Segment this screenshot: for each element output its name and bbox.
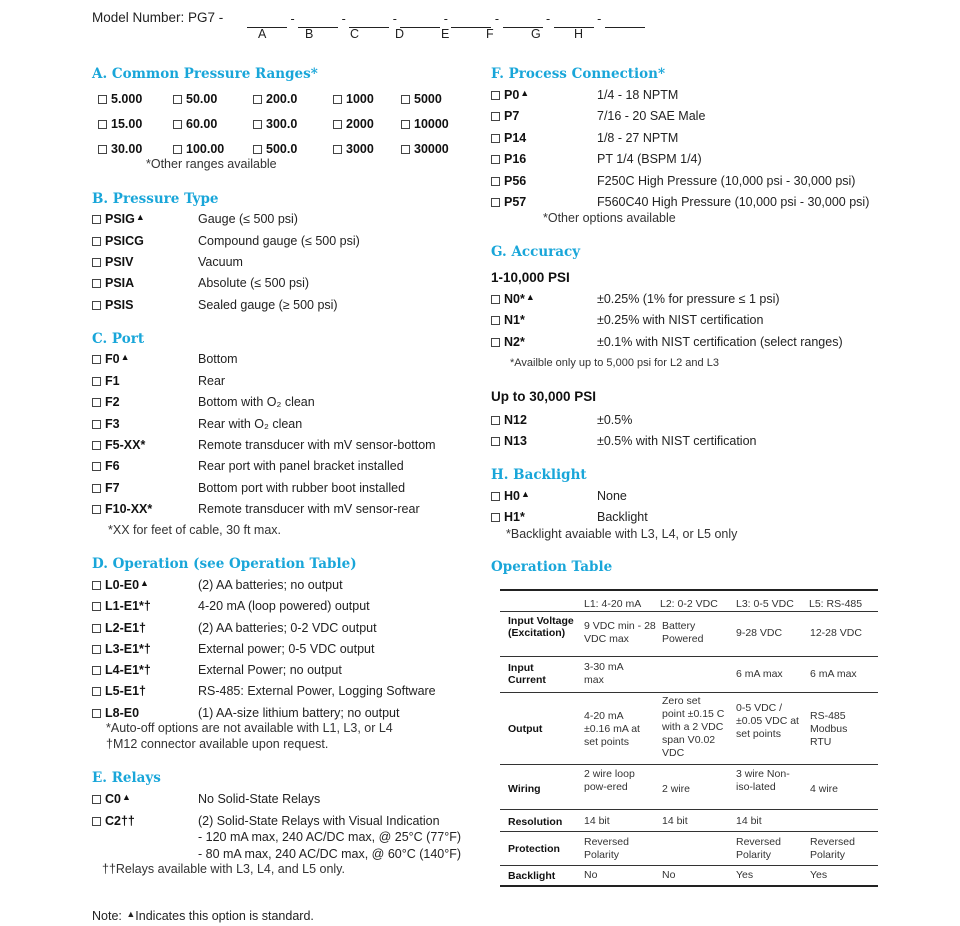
option-code[interactable]: F6 — [92, 459, 120, 473]
footer-label: Note: — [92, 909, 122, 923]
table-rule — [500, 764, 878, 765]
checkbox[interactable] — [491, 134, 500, 143]
option-desc: ±0.1% with NIST certification (select ranges) — [597, 335, 843, 349]
option-desc: F250C High Pressure (10,000 psi - 30,000 psi) — [597, 174, 856, 188]
checkbox[interactable] — [98, 120, 107, 129]
option-desc: Sealed gauge (≥ 500 psi) — [198, 298, 338, 312]
checkbox[interactable] — [491, 91, 500, 100]
table-rule — [500, 885, 878, 887]
section-f-title: F. Process Connection* — [491, 66, 666, 82]
option-code[interactable]: PSIG▲ — [92, 212, 145, 226]
option-desc: 1/4 - 18 NPTM — [597, 88, 679, 102]
option-code[interactable]: L2-E1† — [92, 621, 146, 635]
table-cell: 6 mA max — [810, 668, 857, 680]
table-cell: RS-485 Modbus RTU — [810, 710, 848, 748]
checkbox[interactable] — [491, 492, 500, 501]
section-f-note: *Other options available — [543, 211, 676, 225]
option-code[interactable]: L5-E1† — [92, 684, 146, 698]
option-desc: 1/8 - 27 NPTM — [597, 131, 679, 145]
letter-g: G — [531, 27, 541, 41]
table-cell: Reversed Polarity — [584, 836, 629, 861]
table-cell: 9 VDC min - 28 VDC max — [584, 620, 656, 645]
checkbox[interactable] — [92, 602, 101, 611]
option-code[interactable]: F0▲ — [92, 352, 130, 366]
checkbox[interactable] — [401, 120, 410, 129]
option-code[interactable]: PSIA — [92, 276, 134, 290]
option-code[interactable]: P7 — [491, 109, 519, 123]
range-option[interactable]: 30000 — [401, 142, 449, 156]
footer-note — [92, 909, 314, 923]
range-option[interactable]: 15.00 — [98, 117, 142, 131]
table-cell: Yes — [736, 869, 754, 881]
option-desc: (2) Solid-State Relays with Visual Indication — [198, 814, 440, 828]
standard-triangle-icon: ▲ — [135, 212, 145, 222]
letter-c: C — [350, 27, 360, 41]
section-h-note: *Backlight avaiable with L3, L4, or L5 only — [506, 527, 738, 541]
standard-triangle-icon: ▲ — [520, 489, 530, 499]
option-code[interactable]: L3-E1*† — [92, 642, 151, 656]
checkbox[interactable] — [491, 198, 500, 207]
range-option[interactable]: 5000 — [401, 92, 442, 106]
option-desc: Bottom with O₂ clean — [198, 395, 315, 409]
checkbox[interactable] — [92, 624, 101, 633]
option-desc: (2) AA batteries; no output — [198, 578, 343, 592]
letter-e: E — [441, 27, 450, 41]
checkbox[interactable] — [491, 177, 500, 186]
option-desc: Backlight — [597, 510, 648, 524]
option-desc: F560C40 High Pressure (10,000 psi - 30,000 psi) — [597, 195, 870, 209]
table-cell: 14 bit — [584, 815, 610, 827]
checkbox[interactable] — [333, 145, 342, 154]
option-desc: Bottom port with rubber boot installed — [198, 481, 406, 495]
checkbox[interactable] — [333, 95, 342, 104]
option-desc: Absolute (≤ 500 psi) — [198, 276, 310, 290]
table-rule — [500, 865, 878, 866]
table-cell: Zero set point ±0.15 C with a 2 VDC span V0.02 VDC — [662, 695, 725, 759]
option-code[interactable]: F5-XX* — [92, 438, 145, 452]
option-desc: ±0.5% with NIST certification — [597, 434, 757, 448]
section-d-note-auto-off: *Auto-off options are not available with L1, L3, or L4 — [106, 721, 393, 735]
range-option[interactable]: 60.00 — [173, 117, 217, 131]
option-desc: ±0.25% with NIST certification — [597, 313, 764, 327]
table-cell: 0-5 VDC / ±0.05 VDC at set points — [736, 702, 799, 740]
table-rule — [500, 611, 878, 612]
option-desc: Gauge (≤ 500 psi) — [198, 212, 298, 226]
row-header: Wiring — [508, 783, 541, 795]
table-cell: 14 bit — [662, 815, 688, 827]
letter-h: H — [574, 27, 584, 41]
option-desc: Remote transducer with mV sensor-bottom — [198, 438, 436, 452]
accuracy-subheading-1: 1-10,000 PSI — [491, 270, 570, 285]
standard-triangle-icon: ▲ — [525, 292, 535, 302]
table-rule — [500, 692, 878, 693]
option-desc: ±0.25% (1% for pressure ≤ 1 psi) — [597, 292, 780, 306]
checkbox[interactable] — [92, 237, 101, 246]
checkbox[interactable] — [491, 112, 500, 121]
option-code[interactable]: F10-XX* — [92, 502, 152, 516]
range-option[interactable]: 50.00 — [173, 92, 217, 106]
option-code[interactable]: PSICG — [92, 234, 144, 248]
table-cell: 4-20 mA ±0.16 mA at set points — [584, 710, 640, 748]
range-option[interactable]: 3000 — [333, 142, 374, 156]
checkbox[interactable] — [92, 355, 101, 364]
table-rule — [500, 831, 878, 832]
section-e-note: ††Relays available with L3, L4, and L5 only. — [102, 862, 345, 876]
table-cell: 2 wire — [662, 783, 691, 795]
table-cell: Yes — [810, 869, 828, 881]
accuracy-subheading-2: Up to 30,000 PSI — [491, 389, 597, 404]
option-desc: Rear with O₂ clean — [198, 417, 303, 431]
option-code[interactable]: P16 — [491, 152, 526, 166]
section-g-note: *Availble only up to 5,000 psi for L2 and L3 — [510, 357, 719, 369]
table-rule — [500, 589, 878, 591]
option-code[interactable]: F3 — [92, 417, 120, 431]
option-code[interactable]: PSIV — [92, 255, 134, 269]
relay-spec-25c: - 120 mA max, 240 AC/DC max, @ 25°C (77°F) — [198, 830, 462, 844]
option-desc: None — [597, 489, 627, 503]
option-code[interactable]: N12 — [491, 413, 527, 427]
row-header: Input Voltage (Excitation) — [508, 615, 574, 639]
option-code[interactable]: P0▲ — [491, 88, 529, 102]
option-code[interactable]: N13 — [491, 434, 527, 448]
section-a-title: A. Common Pressure Ranges* — [92, 66, 318, 82]
blank-a[interactable] — [247, 15, 287, 28]
blank-d[interactable] — [400, 15, 440, 28]
option-desc: Compound gauge (≤ 500 psi) — [198, 234, 360, 248]
section-d-note-m12: †M12 connector available upon request. — [106, 737, 329, 751]
option-code[interactable]: F2 — [92, 395, 120, 409]
range-option[interactable]: 200.0 — [253, 92, 297, 106]
table-cell: 3 wire Non-iso-lated — [736, 768, 790, 793]
range-option[interactable]: 5.000 — [98, 92, 142, 106]
section-c-note: *XX for feet of cable, 30 ft max. — [108, 523, 282, 537]
standard-triangle-icon: ▲ — [121, 792, 131, 802]
checkbox[interactable] — [333, 120, 342, 129]
blank-h[interactable] — [605, 15, 645, 28]
column-header: L5: RS-485 — [809, 598, 863, 610]
checkbox[interactable] — [92, 377, 101, 386]
table-rule — [500, 656, 878, 657]
column-header: L3: 0-5 VDC — [736, 598, 794, 610]
table-cell: No — [662, 869, 676, 881]
option-desc: Rear — [198, 374, 226, 388]
checkbox[interactable] — [92, 817, 101, 826]
option-code[interactable]: L1-E1*† — [92, 599, 151, 613]
option-desc: External power; 0-5 VDC output — [198, 642, 375, 656]
option-code[interactable]: P57 — [491, 195, 526, 209]
model-number-blanks: - - - - - - - — [247, 10, 645, 28]
standard-triangle-icon: ▲ — [120, 352, 130, 362]
column-header: L1: 4-20 mA — [584, 598, 642, 610]
checkbox[interactable] — [253, 120, 262, 129]
section-c-title: C. Port — [92, 331, 145, 347]
section-d-title: D. Operation (see Operation Table) — [92, 556, 357, 572]
checkbox[interactable] — [92, 505, 101, 514]
checkbox[interactable] — [98, 95, 107, 104]
table-cell: Reversed Polarity — [736, 836, 781, 861]
option-code[interactable]: F1 — [92, 374, 120, 388]
option-desc: (2) AA batteries; 0-2 VDC output — [198, 621, 377, 635]
option-code[interactable]: N2* — [491, 335, 525, 349]
checkbox[interactable] — [92, 215, 101, 224]
checkbox[interactable] — [491, 316, 500, 325]
option-code[interactable]: L8-E0 — [92, 706, 139, 720]
range-option[interactable]: 500.0 — [253, 142, 297, 156]
section-g-title: G. Accuracy — [491, 244, 581, 260]
checkbox[interactable] — [92, 666, 101, 675]
checkbox[interactable] — [92, 398, 101, 407]
option-desc: Remote transducer with mV sensor-rear — [198, 502, 420, 516]
checkbox[interactable] — [92, 462, 101, 471]
standard-triangle-icon: ▲ — [520, 88, 530, 98]
option-code[interactable]: P14 — [491, 131, 526, 145]
option-code[interactable]: C2†† — [92, 814, 135, 828]
table-cell: Battery Powered — [662, 620, 704, 645]
option-desc: 7/16 - 20 SAE Male — [597, 109, 706, 123]
option-code[interactable]: N1* — [491, 313, 525, 327]
option-code[interactable]: C0▲ — [92, 792, 131, 806]
checkbox[interactable] — [401, 95, 410, 104]
standard-triangle-icon: ▲ — [140, 578, 149, 588]
checkbox[interactable] — [92, 581, 101, 590]
range-option[interactable]: 2000 — [333, 117, 374, 131]
table-cell: 6 mA max — [736, 668, 783, 680]
option-desc: No Solid-State Relays — [198, 792, 321, 806]
checkbox[interactable] — [173, 120, 182, 129]
table-cell: 14 bit — [736, 815, 762, 827]
letter-d: D — [395, 27, 405, 41]
option-desc: (1) AA-size lithium battery; no output — [198, 706, 400, 720]
option-desc: External Power; no output — [198, 663, 342, 677]
row-header: Resolution — [508, 816, 563, 828]
option-desc: ±0.5% — [597, 413, 633, 427]
checkbox[interactable] — [92, 795, 101, 804]
checkbox[interactable] — [92, 687, 101, 696]
checkbox[interactable] — [491, 416, 500, 425]
option-desc: Vacuum — [198, 255, 243, 269]
option-code[interactable]: F7 — [92, 481, 120, 495]
section-a-note: *Other ranges available — [146, 157, 277, 171]
checkbox[interactable] — [92, 645, 101, 654]
option-desc: Bottom — [198, 352, 238, 366]
checkbox[interactable] — [92, 258, 101, 267]
letter-a: A — [258, 27, 267, 41]
row-header: Backlight — [508, 870, 556, 882]
table-rule — [500, 809, 878, 810]
checkbox[interactable] — [173, 95, 182, 104]
range-option[interactable]: 1000 — [333, 92, 374, 106]
standard-triangle-icon: ▲ — [126, 909, 136, 919]
table-cell: 3-30 mA max — [584, 661, 624, 686]
table-cell: 2 wire loop pow-ered — [584, 768, 635, 793]
range-option[interactable]: 30.00 — [98, 142, 142, 156]
checkbox[interactable] — [92, 420, 101, 429]
table-cell: 12-28 VDC — [810, 627, 862, 639]
section-h-title: H. Backlight — [491, 467, 587, 483]
checkbox[interactable] — [491, 295, 500, 304]
option-code[interactable]: L4-E1*† — [92, 663, 151, 677]
checkbox[interactable] — [491, 437, 500, 446]
model-number-prefix: Model Number: PG7 - — [92, 10, 224, 25]
checkbox[interactable] — [401, 145, 410, 154]
checkbox[interactable] — [92, 301, 101, 310]
table-cell: 4 wire — [810, 783, 839, 795]
table-cell: No — [584, 869, 598, 881]
option-desc: RS-485: External Power, Logging Software — [198, 684, 436, 698]
option-desc: PT 1/4 (BSPM 1/4) — [597, 152, 702, 166]
range-option[interactable]: 100.00 — [173, 142, 224, 156]
checkbox[interactable] — [491, 155, 500, 164]
column-header: L2: 0-2 VDC — [660, 598, 718, 610]
checkbox[interactable] — [253, 95, 262, 104]
range-option[interactable]: 10000 — [401, 117, 449, 131]
option-desc: Rear port with panel bracket installed — [198, 459, 404, 473]
checkbox[interactable] — [98, 145, 107, 154]
checkbox[interactable] — [92, 441, 101, 450]
checkbox[interactable] — [92, 279, 101, 288]
checkbox[interactable] — [491, 513, 500, 522]
relay-spec-60c: - 80 mA max, 240 AC/DC max, @ 60°C (140°F) — [198, 847, 462, 861]
section-b-title: B. Pressure Type — [92, 191, 219, 207]
checkbox[interactable] — [92, 484, 101, 493]
table-cell: 9-28 VDC — [736, 627, 783, 639]
option-code[interactable]: P56 — [491, 174, 526, 188]
checkbox[interactable] — [173, 145, 182, 154]
option-code[interactable]: L0-E0▲ — [92, 578, 149, 592]
row-header: Output — [508, 723, 543, 735]
table-cell: Reversed Polarity — [810, 836, 855, 861]
option-code[interactable]: H1* — [491, 510, 525, 524]
row-header: Input Current — [508, 662, 546, 686]
checkbox[interactable] — [92, 709, 101, 718]
letter-f: F — [486, 27, 494, 41]
option-desc: 4-20 mA (loop powered) output — [198, 599, 370, 613]
operation-table-title: Operation Table — [491, 559, 613, 575]
range-option[interactable]: 300.0 — [253, 117, 297, 131]
option-code[interactable]: PSIS — [92, 298, 134, 312]
option-code[interactable]: N0*▲ — [491, 292, 535, 306]
footer-text: Indicates this option is standard. — [135, 909, 314, 923]
checkbox[interactable] — [491, 338, 500, 347]
checkbox[interactable] — [253, 145, 262, 154]
letter-b: B — [305, 27, 314, 41]
option-code[interactable]: H0▲ — [491, 489, 530, 503]
section-e-title: E. Relays — [92, 770, 161, 786]
row-header: Protection — [508, 843, 560, 855]
